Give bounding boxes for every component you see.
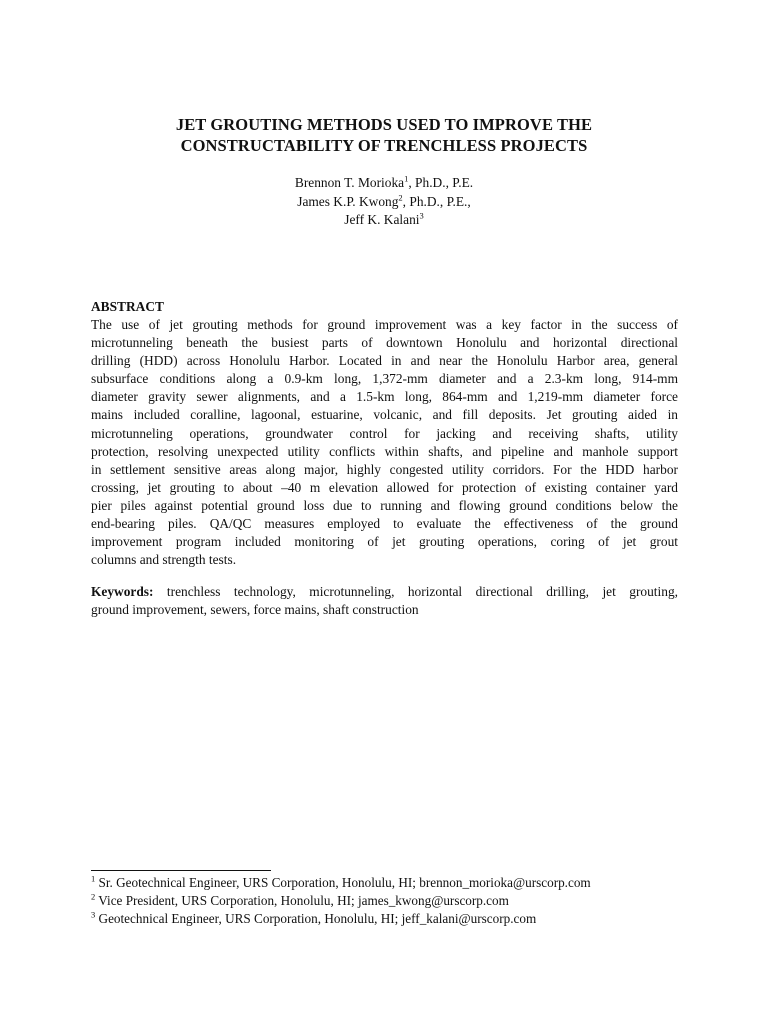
author-affiliation-mark: 3 — [419, 210, 424, 221]
abstract-line: improvement program included monitoring of jet grouting operations, coring of jet grout — [91, 534, 678, 550]
footnote-mark: 1 — [91, 873, 96, 884]
keywords-text: trenchless technology, microtunneling, horizontal directional drilling, jet grouting, — [153, 584, 678, 599]
author-name: James K.P. Kwong — [297, 193, 399, 209]
author-name: Jeff K. Kalani — [344, 212, 420, 227]
footnote-text: Sr. Geotechnical Engineer, URS Corporation, Honolulu, HI; brennon_morioka@urscorp.com — [95, 875, 591, 890]
keywords-line — [91, 583, 678, 601]
abstract-line: protection, resolving unexpected utility conflicts within shafts, and pipeline and manhole support — [91, 443, 678, 459]
footnote-separator — [91, 870, 271, 871]
abstract-line: columns and strength tests. — [91, 552, 237, 568]
footnote-text: Geotechnical Engineer, URS Corporation, Honolulu, HI; jeff_kalani@urscorp.com — [95, 911, 537, 927]
abstract-line: crossing, jet grouting to about –40 m elevation allowed for protection of existing container yard — [91, 479, 678, 495]
footnote — [91, 892, 691, 910]
author-entry — [90, 211, 678, 230]
footnote-text: Vice President, URS Corporation, Honolulu, HI; james_kwong@urscorp.com — [95, 893, 509, 909]
author-name: Brennon T. Morioka — [294, 175, 405, 190]
abstract-line: subsurface conditions along a 0.9-km long, 1,372-mm diameter and a 2.3-km long, 914-mm — [91, 371, 678, 387]
abstract-line: end-bearing piles. QA/QC measures employed to evaluate the effectiveness of the ground — [91, 516, 678, 532]
footnote — [91, 874, 691, 892]
abstract-line: in settlement sensitive areas along major, highly congested utility corridors. For the HDD harbor — [91, 461, 678, 477]
abstract-line: diameter gravity sewer alignments, and a 1.5-km long, 864-mm and 1,219-mm diameter force — [91, 389, 678, 405]
keywords-paragraph — [91, 583, 678, 619]
abstract-line: mains included coralline, lagoonal, estuarine, volcanic, and fill deposits. Jet grouting aided in — [91, 407, 678, 423]
author-affiliation-mark: 2 — [398, 192, 403, 203]
keywords-line: ground improvement, sewers, force mains, shaft construction — [91, 602, 419, 618]
footnote-mark: 2 — [91, 891, 96, 902]
footnote — [91, 910, 691, 928]
paper-title-line: JET GROUTING METHODS USED TO IMPROVE THE — [175, 115, 593, 134]
abstract-heading: ABSTRACT — [91, 299, 164, 314]
author-list — [90, 174, 678, 230]
abstract-line: The use of jet grouting methods for ground improvement was a key factor in the success of — [91, 317, 678, 332]
abstract-line: pier piles against potential ground loss due to running and flowing ground conditions below the — [91, 497, 678, 513]
paper-title-line: CONSTRUCTABILITY OF TRENCHLESS PROJECTS — [180, 136, 588, 155]
author-entry — [90, 193, 678, 212]
abstract-paragraph — [91, 316, 678, 569]
author-affiliation-mark: 1 — [404, 173, 409, 184]
author-credentials: , Ph.D., P.E., — [402, 193, 471, 209]
abstract-line: microtunneling operations, groundwater control for jacking and receiving shafts, utility — [91, 425, 678, 441]
author-entry — [90, 174, 678, 193]
keywords-label: Keywords: — [91, 584, 154, 599]
footnote-mark: 3 — [91, 910, 96, 921]
author-credentials: , Ph.D., P.E. — [408, 175, 474, 190]
paper-title — [90, 114, 678, 156]
footnotes — [91, 874, 691, 929]
abstract-line: drilling (HDD) across Honolulu Harbor. Located in and near the Honolulu Harbor area, general — [91, 353, 678, 369]
abstract-line: microtunneling beneath the busiest parts of downtown Honolulu and horizontal directional — [91, 335, 678, 351]
